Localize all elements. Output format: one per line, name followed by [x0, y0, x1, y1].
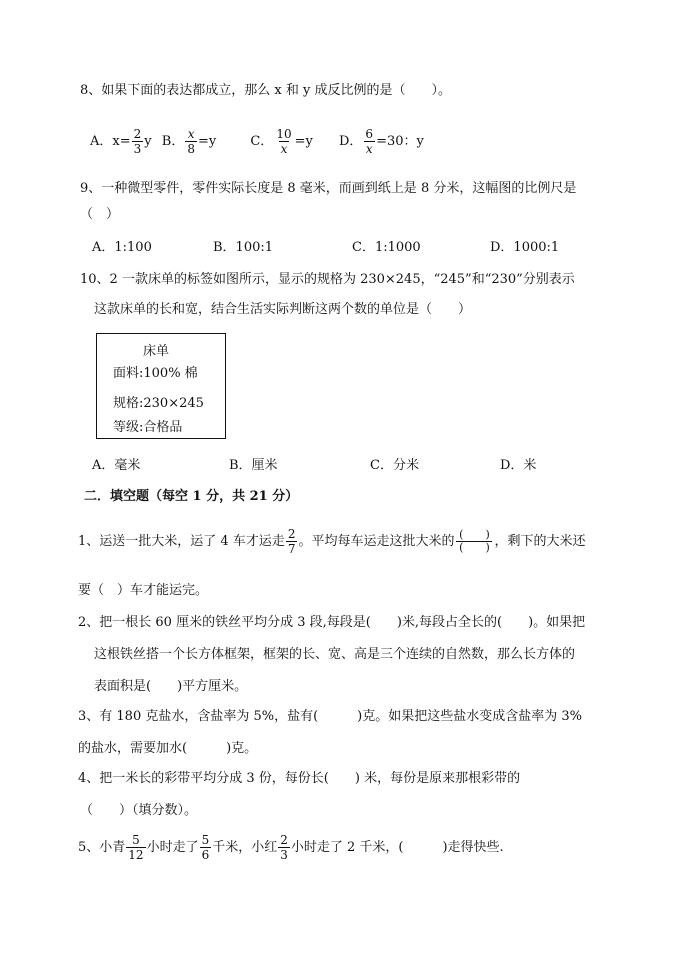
q8-option-c: C． $\frac{10}{x}$ =y [250, 127, 313, 156]
q9-option-c: C．1:1000 [352, 240, 421, 255]
q10-option-a: A．毫米 [92, 458, 141, 473]
f1-fraction: $\frac{2}{7}$ [287, 527, 296, 556]
q8-option-c-fraction: $\frac{10}{x}$ [276, 127, 292, 156]
label-grade: 等级:合格品 [113, 420, 183, 435]
f5-fraction-2: $\frac{5}{6}$ [201, 833, 210, 862]
q8-options [90, 122, 424, 162]
f4-line2: （ ）（填分数）。 [80, 803, 198, 818]
q8-option-d-fraction: $\frac{6}{x}$ [365, 127, 374, 156]
f2-line1: 2、把一根长 60 厘米的铁丝平均分成 3 段,每段是( )米,每段占全长的( )。如果把 [78, 615, 586, 630]
q8-option-a: A．x= $\frac{2}{3}$ y [90, 127, 152, 156]
section-2-heading: 二．填空题（每空 1 分，共 21 分） [84, 489, 299, 504]
q8-option-b-fraction: $\frac{x}{8}$ [187, 127, 195, 156]
q8-option-b: B． $\frac{x}{8}$ =y [161, 127, 217, 156]
f2-line3: 表面积是( )平方厘米。 [94, 679, 248, 694]
label-material: 面料:100% 棉 [113, 366, 198, 381]
f1-blank-fraction: $\frac{( )}{( )}$ [456, 529, 492, 554]
q10-stem-line2: 这款床单的长和宽，结合生活实际判断这两个数的单位是（ ） [94, 302, 472, 317]
f3-line2: 的盐水，需要加水( )克。 [78, 741, 258, 756]
q10-option-d: D．米 [500, 458, 537, 473]
f1-line2: 要（ ）车才能运完。 [78, 583, 209, 598]
bedsheet-label-figure [96, 333, 226, 439]
q9-option-a: A．1:100 [92, 240, 152, 255]
q10-option-c: C．分米 [370, 458, 419, 473]
q9-stem-line1: 9、一种微型零件，零件实际长度是 8 毫米，而画到纸上是 8 分米，这幅图的比例尺是 [80, 181, 577, 196]
q9-option-b: B．100:1 [213, 240, 274, 255]
q8-option-d: D． $\frac{6}{x}$ =30：y [338, 127, 424, 156]
f4-line1: 4、把一米长的彩带平均分成 3 份，每份长( ) 米，每份是原来那根彩带的 [78, 771, 521, 786]
label-spec: 规格:230×245 [113, 396, 204, 411]
f2-line2: 这根铁丝搭一个长方体框架，框架的长、宽、高是三个连续的自然数，那么长方体的 [94, 647, 576, 662]
f5-fraction-3: $\frac{2}{3}$ [280, 833, 288, 862]
q9-option-d: D．1000:1 [490, 240, 560, 255]
label-title: 床单 [143, 344, 170, 359]
q10-stem-line1: 10、2 一款床单的标签如图所示，显示的规格为 230×245，“245”和“230”分别表示 [80, 272, 575, 287]
f1-line1: 1、运送一批大米，运了 4 车才运走 $\frac{2}{7}$ 。平均每车运走这批大米的 $\frac{( )}{( )}$ ，剩下的大米还 [78, 527, 586, 556]
q8-option-a-fraction: $\frac{2}{3}$ [133, 127, 142, 156]
f5-line1: 5、小青 $\frac{5}{12}$ 小时走了 $\frac{5}{6}$ 千米，小红 $\frac{2}{3}$ 小时走了 2 千米，( )走得快些. [78, 833, 504, 862]
q8-stem: 8、如果下面的表达都成立，那么 x 和 y 成反比例的是（ ）。 [80, 83, 451, 98]
f5-fraction-1: $\frac{5}{12}$ [128, 833, 144, 862]
f3-line1: 3、有 180 克盐水，含盐率为 5%，盐有( )克。如果把这些盐水变成含盐率为 3% [78, 709, 583, 724]
q9-stem-line2: （ ） [80, 207, 120, 222]
q10-option-b: B．厘米 [229, 458, 278, 473]
